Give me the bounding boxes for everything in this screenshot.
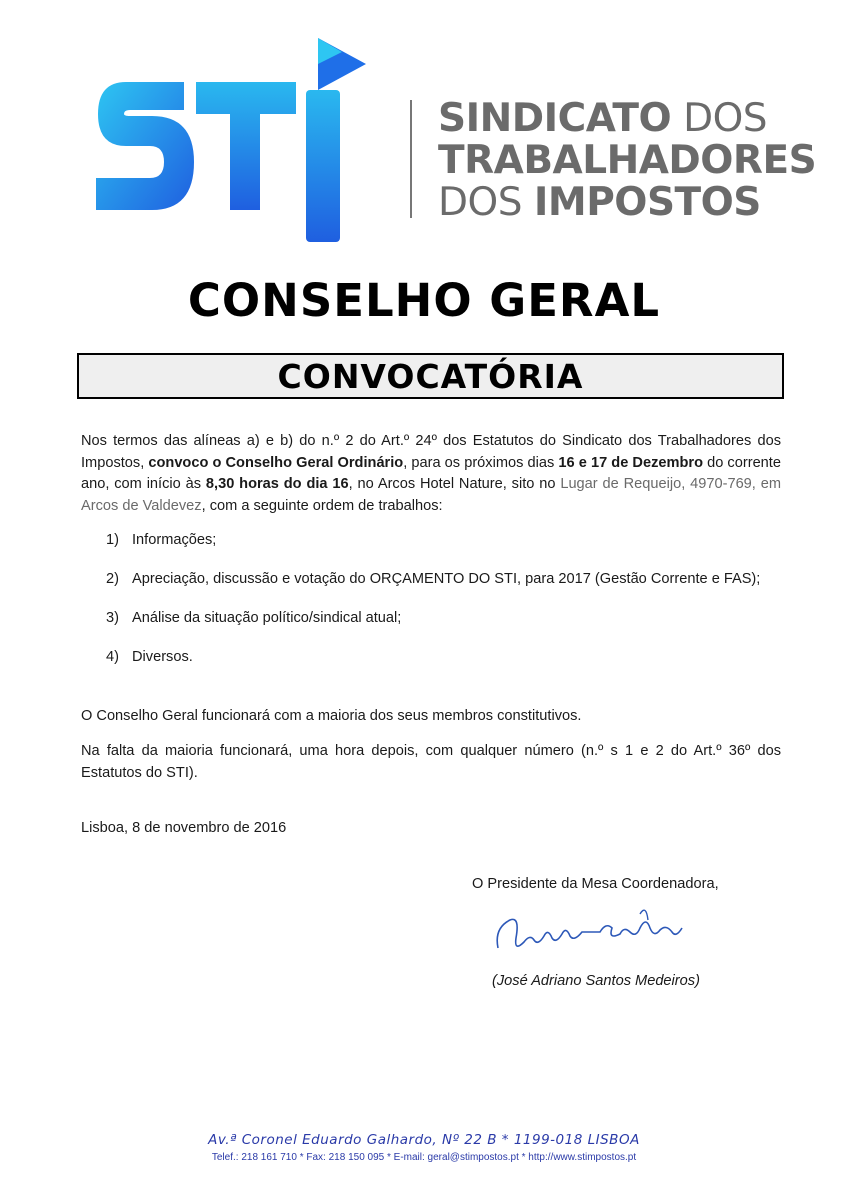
date-line: Lisboa, 8 de novembro de 2016 <box>81 820 287 836</box>
subtitle: CONVOCATÓRIA <box>277 357 584 396</box>
organization-name: SINDICATO DOS TRABALHADORES DOS IMPOSTOS <box>438 96 817 225</box>
agenda-item: 4) Diversos. <box>106 649 193 665</box>
footer-contacts: Telef.: 218 161 710 * Fax: 218 150 095 * E-mail: geral@stimpostos.pt * http://www.stimpostos.pt <box>211 1152 637 1163</box>
quorum-paragraph: O Conselho Geral funcionará com a maioria dos seus membros constitutivos. <box>81 708 582 724</box>
agenda-item: 3) Análise da situação político/sindical atual; <box>106 610 402 626</box>
logo-divider <box>410 100 412 218</box>
subtitle-box <box>77 353 784 399</box>
document-title: CONSELHO GERAL <box>187 274 661 327</box>
agenda-item: 2) Apreciação, discussão e votação do ORÇAMENTO DO STI, para 2017 (Gestão Corrente e FAS); <box>106 571 761 587</box>
fallback-paragraph: Na falta da maioria funcionará, uma hora depois, com qualquer número (n.º s 1 e 2 do Art.º 36º dos Estatutos do STI). <box>81 743 781 781</box>
signatory-name: (José Adriano Santos Medeiros) <box>492 973 700 989</box>
agenda-item: 1) Informações; <box>106 532 217 548</box>
sti-logo <box>92 34 817 250</box>
footer-address: Av.ª Coronel Eduardo Galhardo, Nº 22 B * 1199-018 LISBOA <box>208 1132 640 1148</box>
handwritten-signature <box>490 898 690 960</box>
intro-paragraph: Nos termos das alíneas a) e b) do n.º 2 do Art.º 24º dos Estatutos do Sindicato dos Trabalhadores dos Impostos, convoco o Conselho Geral Ordinário, para os próximos dias 16 e 17 de Dezembro do corrente ano, com início às 8,30 horas do dia 16, no Arcos Hotel Nature, sito no Lugar de Requeijo, 4970-769, em Arcos de Valdevez, com a seguinte ordem de trabalhos: <box>81 433 781 514</box>
signatory-role: O Presidente da Mesa Coordenadora, <box>472 876 719 892</box>
sti-logo-mark <box>92 34 412 250</box>
